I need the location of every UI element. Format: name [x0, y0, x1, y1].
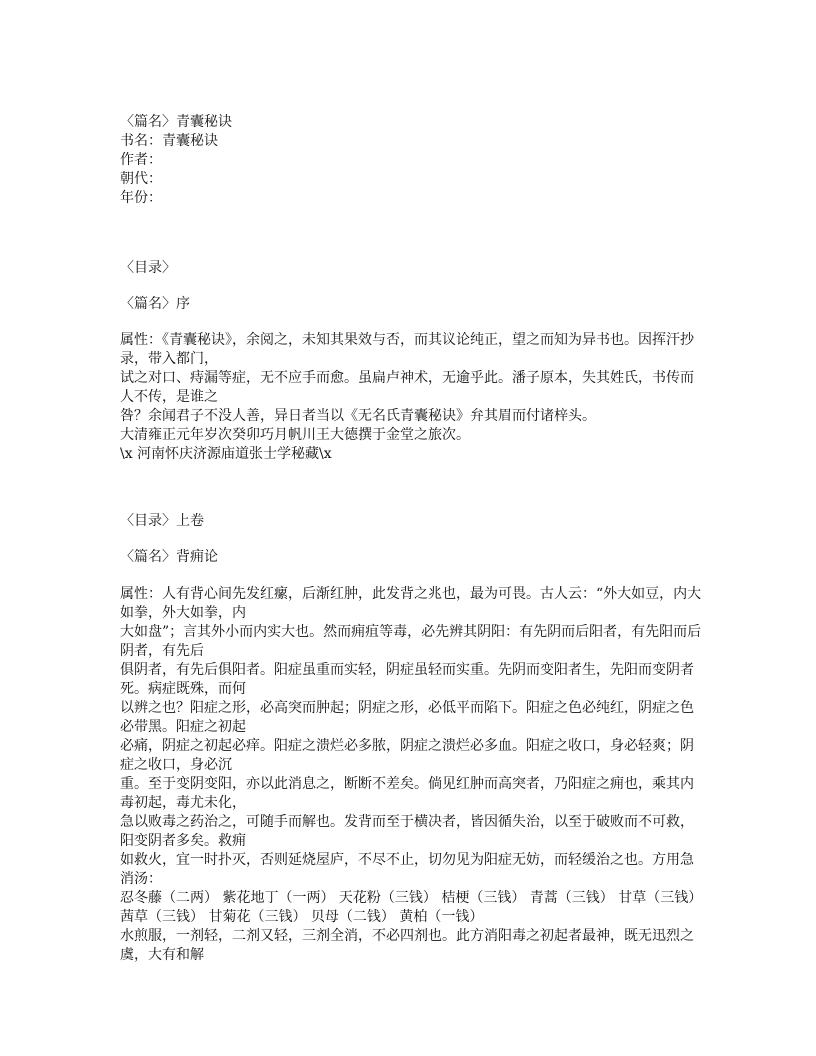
- text-line: 如拳，外大如拳，内: [120, 605, 246, 621]
- text-line: 大清雍正元年岁次癸卯巧月帆川王大德撰于金堂之旅次。: [120, 427, 470, 443]
- text-line: 必带黑。阳症之初起: [120, 719, 246, 735]
- chapter-body-text: [120, 585, 702, 965]
- text-line: 以辨之也？阳症之形，必高突而肿起；阴症之形，必低平而陷下。阳症之色必纯红，阴症之色: [120, 700, 694, 716]
- toc-label: 〈目录〉: [120, 260, 176, 276]
- chapter-label: 〈篇名〉背痈论: [120, 549, 218, 565]
- text-line: 录，带入都门，: [120, 351, 218, 367]
- text-line: 急以败毒之药治之，可随手而解也。发背而至于横决者，皆因循失治，以至于破败而不可救，: [120, 814, 694, 830]
- text-line: 必痛，阴症之初起必痒。阳症之溃烂必多脓，阴症之溃烂必多血。阳症之收口，身必轻爽；阴: [120, 738, 694, 754]
- chapter-heading-preface: [120, 295, 190, 314]
- text-line: 人不传，是谁之: [120, 389, 218, 405]
- toc-heading: [120, 259, 176, 278]
- text-line: 重。至于变阴变阳，亦以此消息之，断断不差矣。倘见红肿而高突者，乃阳症之痈也，乘其内: [120, 776, 694, 792]
- toc-heading-volume-1: [120, 512, 204, 531]
- text-line: 咎？余闻君子不没人善，异日者当以《无名氏青囊秘诀》弁其眉而付诸梓头。: [120, 408, 596, 424]
- text-line: 阳变阴者多矣。救痈: [120, 833, 246, 849]
- author: 作者：: [120, 152, 162, 168]
- book-name: 书名：青囊秘诀: [120, 133, 218, 149]
- text-line: 属性：《青囊秘诀》，余阅之，未知其果效与否，而其议论纯正，望之而知为异书也。因挥汗抄: [120, 332, 694, 348]
- text-line: 死。病症既殊，而何: [120, 681, 246, 697]
- text-line: 俱阴者，有先后俱阳者。阳症虽重而实轻，阴症虽轻而实重。先阴而变阳者生，先阳而变阴者: [120, 662, 694, 678]
- dynasty: 朝代：: [120, 171, 162, 187]
- text-line: 试之对口、痔漏等症，无不应手而愈。虽扁卢神术，无逾乎此。潘子原本，失其姓氏，书传而: [120, 370, 694, 386]
- preface-text: [120, 331, 694, 464]
- text-line: 毒初起，毒尤未化，: [120, 795, 246, 811]
- prescription-line: 茜草（三钱） 甘菊花（三钱） 贝母（二钱） 黄柏（一钱）: [120, 909, 484, 925]
- text-line: 大如盘”；言其外小而内实大也。然而痈疽等毒，必先辨其阴阳：有先阴而后阳者，有先阳而后: [120, 624, 702, 640]
- chapter-heading-beiyong: [120, 548, 218, 567]
- text-line: 虞，大有和解: [120, 947, 204, 963]
- text-line: 阴者，有先后: [120, 643, 204, 659]
- book-header: [120, 113, 232, 208]
- toc-label: 〈目录〉上卷: [120, 513, 204, 529]
- text-line: 症之收口，身必沉: [120, 757, 232, 773]
- text-line: \x 河南怀庆济源庙道张士学秘藏\x: [120, 446, 332, 462]
- text-line: 消汤：: [120, 871, 162, 887]
- text-line: 如救火，宜一时扑灭，否则延烧屋庐，不尽不止，切勿见为阳症无妨，而轻缓治之也。方用急: [120, 852, 694, 868]
- text-line: 水煎服，一剂轻，二剂又轻，三剂全消，不必四剂也。此方消阳毒之初起者最神，既无迅烈之: [120, 928, 694, 944]
- year: 年份：: [120, 190, 162, 206]
- chapter-title: 〈篇名〉青囊秘诀: [120, 114, 232, 130]
- prescription-line: 忍冬藤（二两） 紫花地丁（一两） 天花粉（三钱） 桔梗（三钱） 青蒿（三钱） 甘草（三钱）: [120, 890, 703, 906]
- chapter-label: 〈篇名〉序: [120, 296, 190, 312]
- text-line: 属性：人有背心间先发红瘰，后渐红肿，此发背之兆也，最为可畏。古人云：“外大如豆，内大: [120, 586, 702, 602]
